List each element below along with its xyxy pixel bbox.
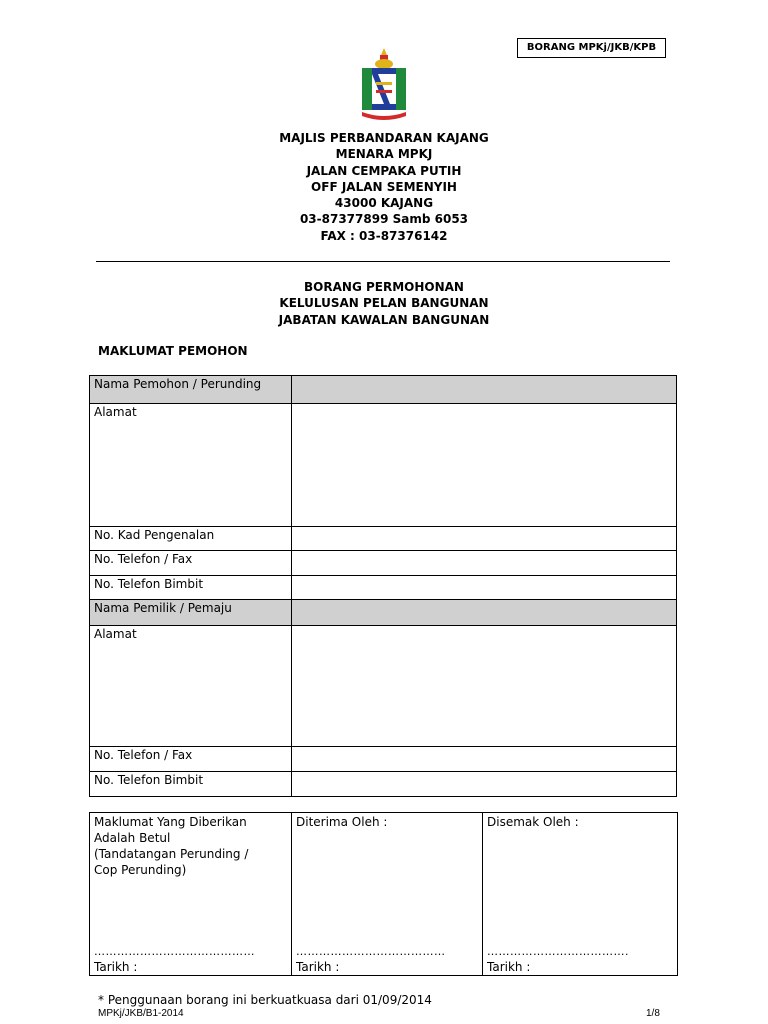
ic-number-input[interactable] <box>292 527 677 551</box>
signature-table <box>89 812 678 976</box>
field-label-ic-number: No. Kad Pengenalan <box>90 527 292 551</box>
organization-address <box>0 130 768 244</box>
field-label-owner-mobile: No. Telefon Bimbit <box>90 772 292 797</box>
page-number: 1/8 <box>646 1008 660 1019</box>
field-label-phone-fax: No. Telefon / Fax <box>90 551 292 576</box>
form-code-box: BORANG MPKj/JKB/KPB <box>517 38 666 58</box>
org-line: MAJLIS PERBANDARAN KAJANG <box>279 131 489 145</box>
declaration-signature-box[interactable] <box>90 813 292 976</box>
owner-address-input[interactable] <box>292 626 677 747</box>
org-line: 43000 KAJANG <box>334 196 434 211</box>
owner-mobile-input[interactable] <box>292 772 677 797</box>
checked-by-label: Disemak Oleh : <box>487 815 579 829</box>
org-line: MENARA MPKJ <box>335 147 433 162</box>
document-code: MPKj/JKB/B1-2014 <box>98 1008 184 1019</box>
applicant-info-table <box>89 375 677 797</box>
field-label-applicant-address: Alamat <box>90 404 292 527</box>
applicant-name-input[interactable] <box>292 376 677 404</box>
date-label: Tarikh : <box>94 960 138 974</box>
signature-dotted-line: ………………………………. <box>487 945 629 958</box>
received-by-box[interactable] <box>292 813 483 976</box>
signature-dotted-line: ………………………………… <box>296 945 446 958</box>
date-label: Tarikh : <box>296 960 340 974</box>
date-label: Tarikh : <box>487 960 531 974</box>
org-line: FAX : 03-87376142 <box>320 228 448 243</box>
field-label-owner-address: Alamat <box>90 626 292 747</box>
mobile-input[interactable] <box>292 576 677 600</box>
field-label-owner-phone-fax: No. Telefon / Fax <box>90 747 292 772</box>
footnote: * Penggunaan borang ini berkuatkuasa dari 01/09/2014 <box>98 993 432 1007</box>
field-label-owner-name: Nama Pemilik / Pemaju <box>90 600 292 626</box>
title-line: BORANG PERMOHONAN <box>304 280 464 294</box>
checked-by-box[interactable] <box>483 813 678 976</box>
divider-line <box>96 261 670 262</box>
field-label-applicant-name: Nama Pemohon / Perunding <box>90 376 292 404</box>
phone-fax-input[interactable] <box>292 551 677 576</box>
org-line: 03-87377899 Samb 6053 <box>299 212 469 227</box>
org-line: OFF JALAN SEMENYIH <box>311 179 457 194</box>
title-line: JABATAN KAWALAN BANGUNAN <box>278 312 490 327</box>
section-heading: MAKLUMAT PEMOHON <box>98 344 248 358</box>
owner-phone-fax-input[interactable] <box>292 747 677 772</box>
applicant-address-input[interactable] <box>292 404 677 527</box>
owner-name-input[interactable] <box>292 600 677 626</box>
title-line: KELULUSAN PELAN BANGUNAN <box>279 296 489 311</box>
org-line: JALAN CEMPAKA PUTIH <box>306 163 462 178</box>
form-title <box>0 279 768 328</box>
signature-dotted-line: …………………………………… <box>94 945 255 958</box>
field-label-mobile: No. Telefon Bimbit <box>90 576 292 600</box>
declaration-label: Maklumat Yang Diberikan Adalah Betul (Tandatangan Perunding / Cop Perunding) <box>94 815 249 877</box>
mpkj-crest-logo-icon <box>356 46 412 122</box>
received-by-label: Diterima Oleh : <box>296 815 388 829</box>
